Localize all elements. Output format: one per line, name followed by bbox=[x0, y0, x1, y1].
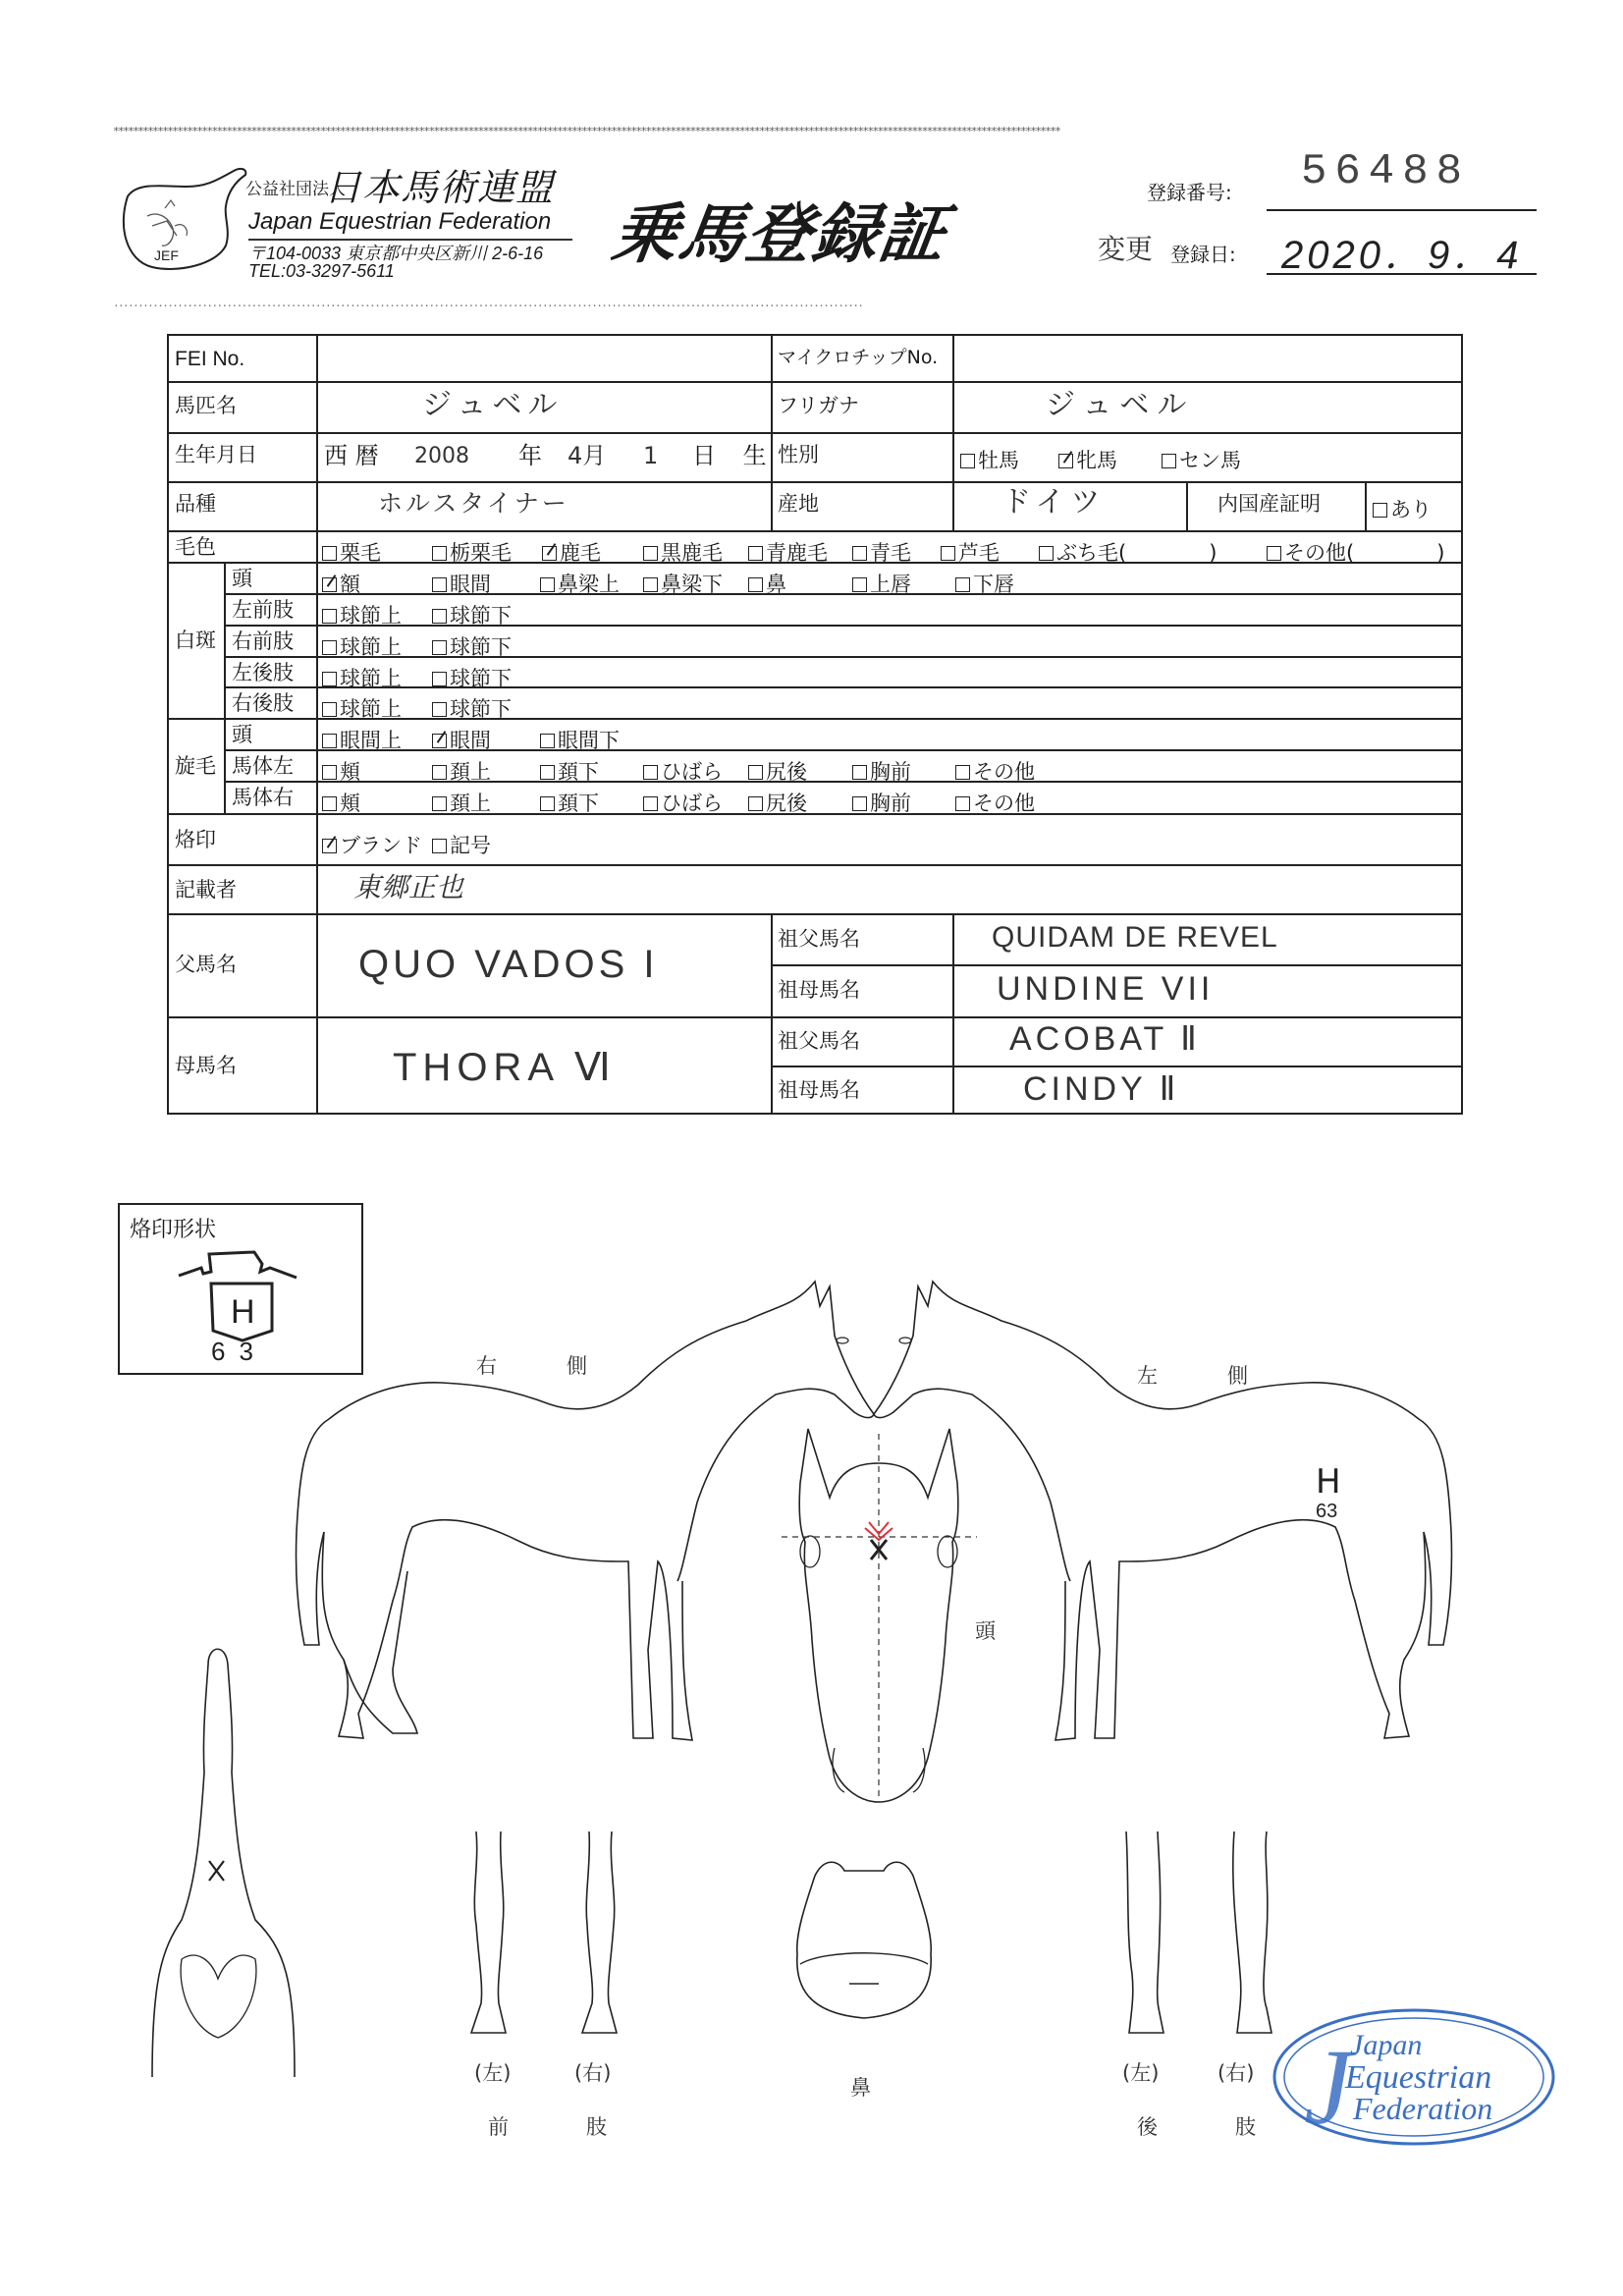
coat-option[interactable]: 栗毛 bbox=[322, 537, 381, 567]
checkbox-icon[interactable] bbox=[322, 796, 337, 811]
page-title: 乗馬登録証 bbox=[607, 196, 952, 272]
checkbox-icon[interactable] bbox=[322, 609, 337, 624]
whorl-head-option[interactable]: 眼間上 bbox=[322, 725, 402, 754]
right-side-label: 右 側 bbox=[476, 1354, 589, 1378]
row-divider bbox=[167, 813, 1463, 815]
horse-nose-diagram bbox=[785, 1856, 943, 2033]
org-type: 公益社団法人 bbox=[245, 180, 346, 199]
checkbox-icon[interactable] bbox=[643, 577, 658, 592]
checkbox-icon[interactable] bbox=[432, 640, 447, 655]
microchip-label: マイクロチップNo. bbox=[778, 347, 939, 368]
white-leg-option[interactable]: 球節上 bbox=[322, 693, 402, 723]
white-head-option[interactable]: 鼻 bbox=[748, 569, 786, 598]
white-leg-option[interactable]: 球節下 bbox=[432, 631, 512, 661]
whorls-label: 旋毛 bbox=[175, 754, 216, 778]
forelimb-caption: 前 肢 bbox=[488, 2115, 611, 2139]
checkbox-icon[interactable] bbox=[432, 546, 447, 561]
whorl-part-label: 馬体左 bbox=[232, 754, 294, 778]
forelimbs-diagram bbox=[461, 1827, 638, 2043]
birth-month[interactable]: 4月 bbox=[568, 442, 607, 469]
checkbox-icon[interactable] bbox=[1373, 503, 1387, 518]
white-part-label: 頭 bbox=[232, 567, 252, 590]
sire-sire-label: 祖父馬名 bbox=[778, 927, 860, 951]
checkbox-icon[interactable] bbox=[955, 765, 970, 780]
org-name-jp: 日本馬術連盟 bbox=[324, 166, 555, 209]
row-divider bbox=[167, 864, 1463, 866]
checkbox-icon[interactable] bbox=[852, 796, 867, 811]
whorl-body-right-option[interactable]: 頚上 bbox=[432, 788, 491, 817]
whorl-body-left-option[interactable]: 頚下 bbox=[540, 756, 599, 786]
whorl-body-right-option[interactable]: 頬 bbox=[322, 788, 360, 817]
checkbox-icon[interactable] bbox=[643, 765, 658, 780]
coat-option[interactable]: 鹿毛 bbox=[542, 537, 601, 567]
checkbox-icon[interactable] bbox=[955, 577, 970, 592]
row-divider bbox=[167, 913, 1463, 915]
whorl-part-label: 頭 bbox=[232, 723, 252, 746]
checkbox-checked-icon[interactable] bbox=[1058, 454, 1073, 468]
checkbox-icon[interactable] bbox=[852, 546, 867, 561]
checkbox-icon[interactable] bbox=[432, 609, 447, 624]
checkbox-icon[interactable] bbox=[540, 796, 555, 811]
svg-text:63: 63 bbox=[1316, 1501, 1338, 1522]
domestic-cert-label: 内国産証明 bbox=[1217, 492, 1321, 516]
row-divider bbox=[167, 530, 1463, 532]
checkbox-icon[interactable] bbox=[643, 546, 658, 561]
white-head-option[interactable]: 鼻梁上 bbox=[540, 569, 620, 598]
sire-sire-value[interactable]: QUIDAM DE REVEL bbox=[992, 921, 1278, 954]
white-leg-option[interactable]: 球節下 bbox=[432, 693, 512, 723]
checkbox-icon[interactable] bbox=[1162, 454, 1176, 468]
horse-name-value[interactable]: ジュベル bbox=[422, 388, 564, 422]
birth-day[interactable]: 1 bbox=[643, 442, 659, 469]
domestic-cert-option[interactable]: あり bbox=[1373, 494, 1432, 523]
row-divider bbox=[167, 481, 1463, 483]
sire-dam-label: 祖母馬名 bbox=[778, 978, 860, 1002]
brand-option[interactable]: ブランド bbox=[322, 830, 422, 859]
white-head-option[interactable]: 額 bbox=[322, 569, 360, 598]
checkbox-icon[interactable] bbox=[322, 546, 337, 561]
col-divider bbox=[952, 913, 954, 1115]
svg-text:J: J bbox=[1304, 2027, 1352, 2147]
row-divider bbox=[224, 656, 1463, 658]
white-part-label: 右後肢 bbox=[232, 691, 294, 715]
white-leg-option[interactable]: 球節下 bbox=[432, 600, 512, 629]
whorl-body-right-option[interactable]: 胸前 bbox=[852, 788, 911, 817]
head-label: 頭 bbox=[975, 1619, 996, 1643]
white-head-option[interactable]: 鼻梁下 bbox=[643, 569, 723, 598]
checkbox-icon[interactable] bbox=[540, 577, 555, 592]
breed-value[interactable]: ホルスタイナー bbox=[378, 489, 569, 518]
hindlimb-left-label: (左) bbox=[1122, 2061, 1160, 2085]
checkbox-icon[interactable] bbox=[852, 577, 867, 592]
checkbox-icon[interactable] bbox=[322, 734, 337, 748]
brand-shape-label: 烙印形状 bbox=[130, 1218, 217, 1242]
checkbox-icon[interactable] bbox=[748, 796, 763, 811]
jef-logo bbox=[108, 157, 255, 275]
svg-text:Federation: Federation bbox=[1353, 2091, 1493, 2126]
bottom-star-divider: ························································································································································ bbox=[113, 300, 863, 312]
checkbox-icon[interactable] bbox=[960, 454, 975, 468]
row-divider bbox=[167, 432, 1463, 434]
white-leg-option[interactable]: 球節上 bbox=[322, 631, 402, 661]
row-divider bbox=[224, 749, 1463, 751]
dam-sire-value[interactable]: ACOBAT Ⅱ bbox=[1009, 1020, 1201, 1058]
white-head-option[interactable]: 下唇 bbox=[955, 569, 1014, 598]
checkbox-icon[interactable] bbox=[748, 765, 763, 780]
dam-label: 母馬名 bbox=[175, 1054, 237, 1077]
row-divider bbox=[224, 593, 1463, 595]
col-divider bbox=[771, 334, 773, 530]
sire-label: 父馬名 bbox=[175, 953, 237, 976]
row-divider bbox=[224, 781, 1463, 783]
hindlimbs-diagram bbox=[1114, 1827, 1291, 2043]
col-divider bbox=[316, 334, 318, 530]
origin-value[interactable]: ドイツ bbox=[1001, 485, 1107, 519]
svg-text:JEF: JEF bbox=[154, 247, 179, 263]
fei-no-label: FEI No. bbox=[175, 348, 245, 370]
coat-option[interactable]: その他( ) bbox=[1267, 537, 1444, 567]
col-divider bbox=[316, 530, 318, 562]
checkbox-checked-icon[interactable] bbox=[322, 577, 337, 592]
whorl-body-left-option[interactable]: 胸前 bbox=[852, 756, 911, 786]
checkbox-icon[interactable] bbox=[432, 672, 447, 686]
org-name-en: Japan Equestrian Federation bbox=[248, 208, 572, 241]
brand-label: 烙印 bbox=[175, 828, 216, 851]
row-divider bbox=[167, 1016, 1463, 1018]
dam-value[interactable]: THORA Ⅵ bbox=[393, 1046, 617, 1089]
checkbox-icon[interactable] bbox=[432, 702, 447, 717]
checkbox-icon[interactable] bbox=[748, 577, 763, 592]
checkbox-icon[interactable] bbox=[1267, 546, 1281, 561]
sex-option-gelding[interactable]: セン馬 bbox=[1162, 445, 1241, 474]
recorder-label: 記載者 bbox=[175, 878, 237, 902]
svg-text:63: 63 bbox=[211, 1337, 267, 1362]
birth-era: 西 暦 bbox=[324, 442, 379, 469]
checkbox-icon[interactable] bbox=[955, 796, 970, 811]
hindlimb-caption: 後 肢 bbox=[1137, 2115, 1260, 2139]
org-address: 〒104-0033 東京都中央区新川 2-6-16 bbox=[248, 244, 544, 263]
whorl-head-option[interactable]: 眼間 bbox=[432, 725, 491, 754]
checkbox-icon[interactable] bbox=[432, 765, 447, 780]
whorl-head-option[interactable]: 眼間下 bbox=[540, 725, 620, 754]
coat-option[interactable]: 青鹿毛 bbox=[748, 537, 828, 567]
whorl-part-label: 馬体右 bbox=[232, 786, 294, 809]
left-side-label: 左 側 bbox=[1137, 1364, 1250, 1388]
registration-number: 56488 bbox=[1301, 147, 1471, 196]
horse-name-label: 馬匹名 bbox=[175, 394, 237, 417]
svg-text:Japan: Japan bbox=[1350, 2029, 1423, 2061]
horse-head-front-diagram bbox=[781, 1424, 977, 1807]
checkbox-icon[interactable] bbox=[540, 765, 555, 780]
white-markings-label: 白斑 bbox=[175, 629, 216, 652]
stamp-oval-icon bbox=[1267, 2003, 1561, 2151]
sex-option-stallion[interactable]: 牡馬 bbox=[960, 445, 1019, 474]
registration-date-underline bbox=[1267, 273, 1537, 275]
furigana-label: フリガナ bbox=[778, 394, 859, 417]
row-divider bbox=[771, 1066, 1463, 1067]
checkbox-icon[interactable] bbox=[643, 796, 658, 811]
breed-label: 品種 bbox=[175, 492, 216, 516]
sex-option-mare[interactable]: 牝馬 bbox=[1058, 445, 1117, 474]
svg-text:Equestrian: Equestrian bbox=[1345, 2059, 1492, 2096]
row-divider bbox=[224, 686, 1463, 688]
birth-day-unit: 日 生 bbox=[692, 442, 777, 469]
sex-label: 性別 bbox=[778, 443, 819, 466]
checkbox-icon[interactable] bbox=[748, 546, 763, 561]
checkbox-icon[interactable] bbox=[322, 640, 337, 655]
saddle-logo-icon bbox=[108, 157, 255, 275]
sire-dam-value[interactable]: UNDINE VII bbox=[997, 970, 1215, 1008]
registration-number-label: 登録番号: bbox=[1147, 181, 1232, 204]
checkbox-checked-icon[interactable] bbox=[542, 546, 557, 561]
birth-year[interactable]: 2008 bbox=[414, 444, 469, 468]
whorl-body-left-option[interactable]: 頚上 bbox=[432, 756, 491, 786]
checkbox-icon[interactable] bbox=[941, 546, 955, 561]
whorl-body-right-option[interactable]: その他 bbox=[955, 788, 1035, 817]
row-divider bbox=[224, 625, 1463, 627]
white-part-label: 左前肢 bbox=[232, 598, 294, 622]
coat-option[interactable]: 栃栗毛 bbox=[432, 537, 512, 567]
checkbox-icon[interactable] bbox=[432, 796, 447, 811]
coat-color-label: 毛色 bbox=[175, 535, 216, 559]
white-part-label: 左後肢 bbox=[232, 661, 294, 684]
white-leg-option[interactable]: 球節上 bbox=[322, 600, 402, 629]
whorl-body-left-option[interactable]: ひばら bbox=[643, 756, 723, 786]
checkbox-icon[interactable] bbox=[322, 672, 337, 686]
whorl-body-right-option[interactable]: 頚下 bbox=[540, 788, 599, 817]
svg-text:H: H bbox=[231, 1293, 255, 1331]
row-divider bbox=[167, 381, 1463, 383]
birth-label: 生年月日 bbox=[175, 443, 257, 466]
whorl-body-left-option[interactable]: 尻後 bbox=[748, 756, 807, 786]
checkbox-icon[interactable] bbox=[432, 839, 447, 853]
birth-year-unit: 年 bbox=[518, 442, 542, 469]
nose-label: 鼻 bbox=[850, 2076, 871, 2100]
registration-date-label: 登録日: bbox=[1170, 243, 1236, 266]
whorl-body-right-option[interactable]: 尻後 bbox=[748, 788, 807, 817]
col-divider bbox=[1365, 481, 1367, 530]
origin-label: 産地 bbox=[778, 492, 819, 516]
whorl-body-left-option[interactable]: 頬 bbox=[322, 756, 360, 786]
registration-number-underline bbox=[1267, 209, 1537, 211]
col-divider bbox=[316, 813, 318, 1115]
white-leg-option[interactable]: 球節下 bbox=[432, 663, 512, 692]
checkbox-icon[interactable] bbox=[322, 765, 337, 780]
whorl-x-mark bbox=[209, 1861, 224, 1881]
coat-option[interactable]: 芦毛 bbox=[941, 537, 1000, 567]
recorder-value[interactable]: 東郷正也 bbox=[353, 871, 464, 903]
forelimb-left-label: (左) bbox=[474, 2061, 512, 2085]
whorl-body-left-option[interactable]: その他 bbox=[955, 756, 1035, 786]
horse-top-view-diagram bbox=[147, 1635, 314, 2087]
col-divider bbox=[316, 562, 318, 813]
registration-date: 2020．9．4 bbox=[1281, 234, 1523, 277]
checkbox-icon[interactable] bbox=[540, 734, 555, 748]
furigana-value[interactable]: ジュベル bbox=[1046, 388, 1195, 422]
col-divider bbox=[1186, 481, 1188, 530]
org-tel: TEL:03-3297-5611 bbox=[248, 261, 395, 281]
change-mark: 変更 bbox=[1098, 233, 1154, 265]
white-head-option[interactable]: 上唇 bbox=[852, 569, 911, 598]
dam-dam-value[interactable]: CINDY Ⅱ bbox=[1023, 1070, 1180, 1108]
sire-value[interactable]: QUO VADOS I bbox=[358, 943, 659, 986]
whorl-body-right-option[interactable]: ひばら bbox=[643, 788, 723, 817]
fei-no-field[interactable] bbox=[324, 349, 766, 378]
white-part-label: 右前肢 bbox=[232, 629, 294, 653]
jef-official-stamp bbox=[1267, 2003, 1561, 2151]
checkbox-checked-icon[interactable] bbox=[432, 734, 447, 748]
checkbox-icon[interactable] bbox=[1039, 546, 1054, 561]
col-divider bbox=[952, 334, 954, 530]
dam-dam-label: 祖母馬名 bbox=[778, 1078, 860, 1102]
white-head-option[interactable]: 眼間 bbox=[432, 569, 491, 598]
checkbox-icon[interactable] bbox=[322, 702, 337, 717]
brand-option[interactable]: 記号 bbox=[432, 830, 491, 859]
white-leg-option[interactable]: 球節上 bbox=[322, 663, 402, 692]
dam-sire-label: 祖父馬名 bbox=[778, 1029, 860, 1053]
checkbox-checked-icon[interactable] bbox=[322, 839, 337, 853]
microchip-field[interactable] bbox=[960, 349, 1451, 378]
brand-on-body: H bbox=[1316, 1462, 1341, 1502]
checkbox-icon[interactable] bbox=[432, 577, 447, 592]
col-divider bbox=[771, 913, 773, 1115]
top-star-divider: ************************************************************************************************************************************************************************************************ bbox=[113, 125, 1060, 137]
forelimb-right-label: (右) bbox=[574, 2061, 612, 2085]
coat-option[interactable]: ぶち毛( ) bbox=[1039, 537, 1217, 567]
coat-option[interactable]: 黒鹿毛 bbox=[643, 537, 723, 567]
coat-option[interactable]: 青毛 bbox=[852, 537, 911, 567]
hindlimb-right-label: (右) bbox=[1217, 2061, 1255, 2085]
row-divider bbox=[771, 964, 1463, 966]
checkbox-icon[interactable] bbox=[852, 765, 867, 780]
col-divider bbox=[224, 562, 226, 813]
